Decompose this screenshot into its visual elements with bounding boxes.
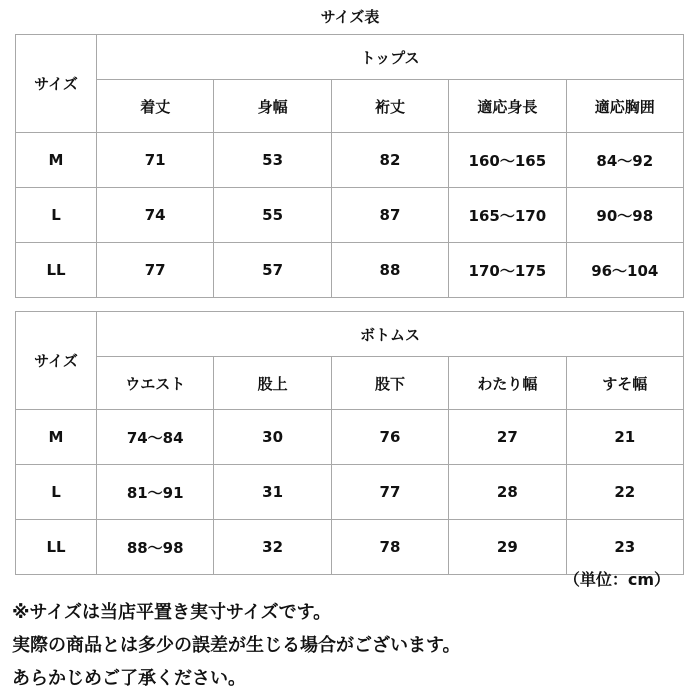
table-cell: 28	[449, 465, 566, 520]
table-cell: 32	[214, 520, 331, 575]
table-cell: 84〜92	[566, 133, 683, 188]
column-header-row	[16, 357, 684, 410]
size-cell: L	[16, 188, 97, 243]
table-cell: 165〜170	[449, 188, 566, 243]
column-header: 身幅	[214, 80, 331, 133]
column-header: わたり幅	[449, 357, 566, 410]
note-line: あらかじめご了承ください。	[12, 668, 246, 689]
table-header-row	[16, 35, 684, 80]
table-cell: 74〜84	[97, 410, 214, 465]
table-cell: 74	[97, 188, 214, 243]
table-cell: 30	[214, 410, 331, 465]
column-header: 股上	[214, 357, 331, 410]
table-cell: 87	[331, 188, 448, 243]
table-cell: 53	[214, 133, 331, 188]
table-cell: 78	[331, 520, 448, 575]
table-row	[16, 465, 684, 520]
table-cell: 77	[331, 465, 448, 520]
column-header: すそ幅	[566, 357, 683, 410]
notes	[12, 596, 461, 695]
table-cell: 23	[566, 520, 683, 575]
note-line: ※サイズは当店平置き実寸サイズです。	[12, 602, 332, 623]
table-cell: 57	[214, 243, 331, 298]
column-header: 股下	[331, 357, 448, 410]
table-cell: 82	[331, 133, 448, 188]
unit-note: （単位：cm）	[563, 570, 670, 589]
table-cell: 29	[449, 520, 566, 575]
table-row	[16, 133, 684, 188]
table-cell: 27	[449, 410, 566, 465]
tops-size-table	[15, 34, 684, 298]
table-cell: 55	[214, 188, 331, 243]
bottoms-size-table	[15, 311, 684, 575]
table-cell: 71	[97, 133, 214, 188]
column-header: 裄丈	[331, 80, 448, 133]
table-cell: 160〜165	[449, 133, 566, 188]
page-title: サイズ表	[320, 8, 380, 26]
column-header: ウエスト	[97, 357, 214, 410]
size-cell: LL	[16, 520, 97, 575]
size-cell: L	[16, 465, 97, 520]
table-cell: 81〜91	[97, 465, 214, 520]
table-row	[16, 410, 684, 465]
table-cell: 96〜104	[566, 243, 683, 298]
section-label-bottoms: ボトムス	[97, 312, 684, 357]
table-cell: 170〜175	[449, 243, 566, 298]
table-cell: 22	[566, 465, 683, 520]
table-cell: 88〜98	[97, 520, 214, 575]
table-row	[16, 188, 684, 243]
table-header-row	[16, 312, 684, 357]
column-header-row	[16, 80, 684, 133]
table-cell: 76	[331, 410, 448, 465]
size-cell: M	[16, 133, 97, 188]
note-line: 実際の商品とは多少の誤差が生じる場合がございます。	[12, 635, 461, 656]
column-header: 適応胸囲	[566, 80, 683, 133]
section-label-tops: トップス	[97, 35, 684, 80]
size-header-cell: サイズ	[16, 312, 97, 410]
column-header: 適応身長	[449, 80, 566, 133]
size-cell: LL	[16, 243, 97, 298]
table-cell: 77	[97, 243, 214, 298]
size-header-cell: サイズ	[16, 35, 97, 133]
size-cell: M	[16, 410, 97, 465]
column-header: 着丈	[97, 80, 214, 133]
table-cell: 88	[331, 243, 448, 298]
table-cell: 31	[214, 465, 331, 520]
table-row	[16, 243, 684, 298]
table-cell: 21	[566, 410, 683, 465]
table-cell: 90〜98	[566, 188, 683, 243]
